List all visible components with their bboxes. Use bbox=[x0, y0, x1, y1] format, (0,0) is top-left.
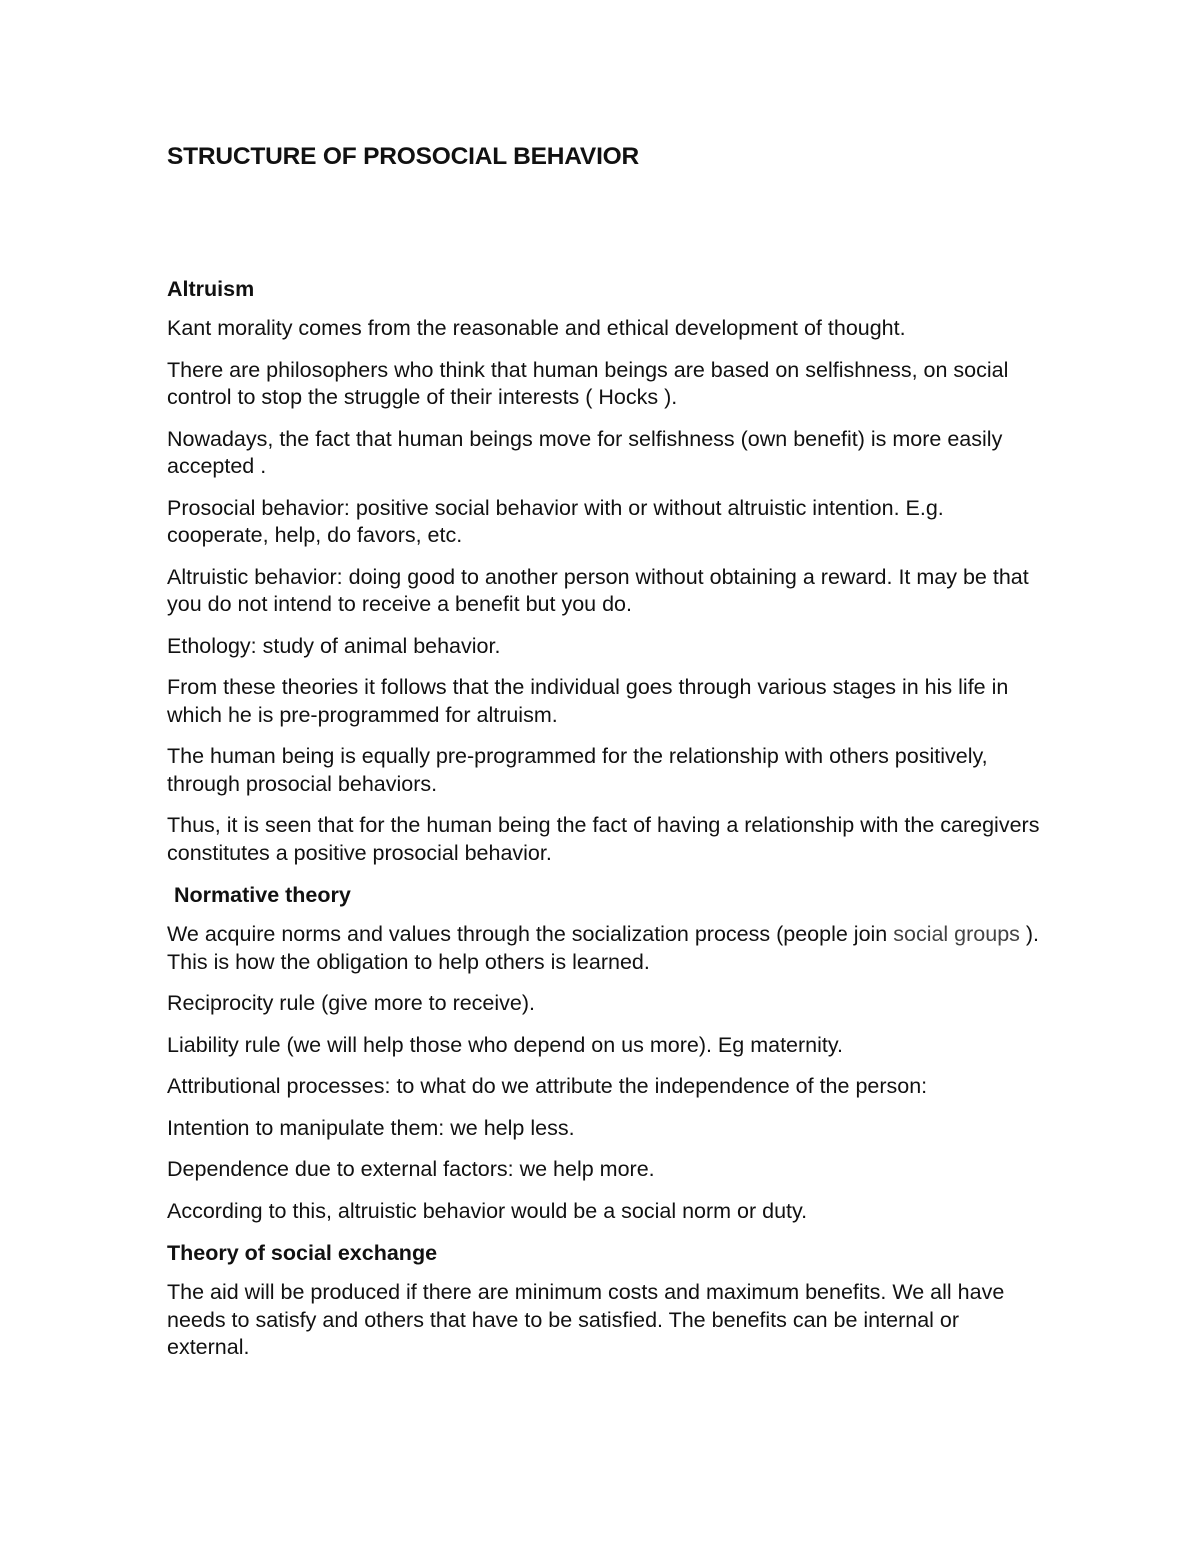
paragraph: Liability rule (we will help those who depend on us more). Eg maternity. bbox=[167, 1032, 843, 1057]
paragraph bbox=[167, 921, 1047, 976]
section-heading: Normative theory bbox=[174, 883, 351, 907]
section-social-exchange bbox=[167, 1239, 1047, 1362]
document-title: STRUCTURE OF PROSOCIAL BEHAVIOR bbox=[167, 143, 640, 170]
paragraph: Reciprocity rule (give more to receive). bbox=[167, 991, 536, 1015]
paragraph: Ethology: study of animal behavior. bbox=[167, 633, 501, 658]
paragraph: Kant morality comes from the reasonable and ethical development of thought. bbox=[167, 316, 906, 340]
paragraph: According to this, altruistic behavior would be a social norm or duty. bbox=[167, 1198, 808, 1223]
paragraph: Attributional processes: to what do we attribute the independence of the person: bbox=[167, 1074, 928, 1098]
paragraph-text: We acquire norms and values through the socialization process (people join bbox=[167, 922, 894, 946]
paragraph: There are philosophers who think that human beings are based on selfishness, on social control to stop the struggle of their interests ( Hocks ). bbox=[167, 357, 1009, 409]
paragraph-text: ). This is how the obligation to help others is learned. bbox=[167, 922, 1040, 974]
paragraph: Thus, it is seen that for the human being the fact of having a relationship with the caregivers constitutes a positive prosocial behavior. bbox=[167, 813, 1040, 865]
section-altruism bbox=[167, 275, 1047, 867]
paragraph: Nowadays, the fact that human beings move for selfishness (own benefit) is more easily accepted . bbox=[167, 426, 1003, 478]
social-groups-link[interactable]: social groups bbox=[893, 922, 1020, 946]
paragraph: Dependence due to external factors: we help more. bbox=[167, 1157, 655, 1181]
paragraph: From these theories it follows that the individual goes through various stages in his life in which he is pre-programmed for altruism. bbox=[167, 675, 1009, 727]
paragraph: The human being is equally pre-programmed for the relationship with others positively, through prosocial behaviors. bbox=[167, 744, 988, 796]
document-body bbox=[167, 141, 1047, 1376]
paragraph: Prosocial behavior: positive social behavior with or without altruistic intention. E.g. cooperate, help, do favors, etc. bbox=[167, 495, 944, 547]
section-normative-theory bbox=[167, 881, 1047, 1225]
paragraph: Intention to manipulate them: we help less. bbox=[167, 1115, 575, 1140]
section-heading: Theory of social exchange bbox=[167, 1241, 438, 1265]
paragraph: The aid will be produced if there are minimum costs and maximum benefits. We all have needs to satisfy and others that have to be satisfied. The benefits can be internal or external. bbox=[167, 1280, 1005, 1359]
section-heading: Altruism bbox=[167, 277, 255, 301]
paragraph: Altruistic behavior: doing good to another person without obtaining a reward. It may be that you do not intend to receive a benefit but you do. bbox=[167, 564, 1029, 616]
